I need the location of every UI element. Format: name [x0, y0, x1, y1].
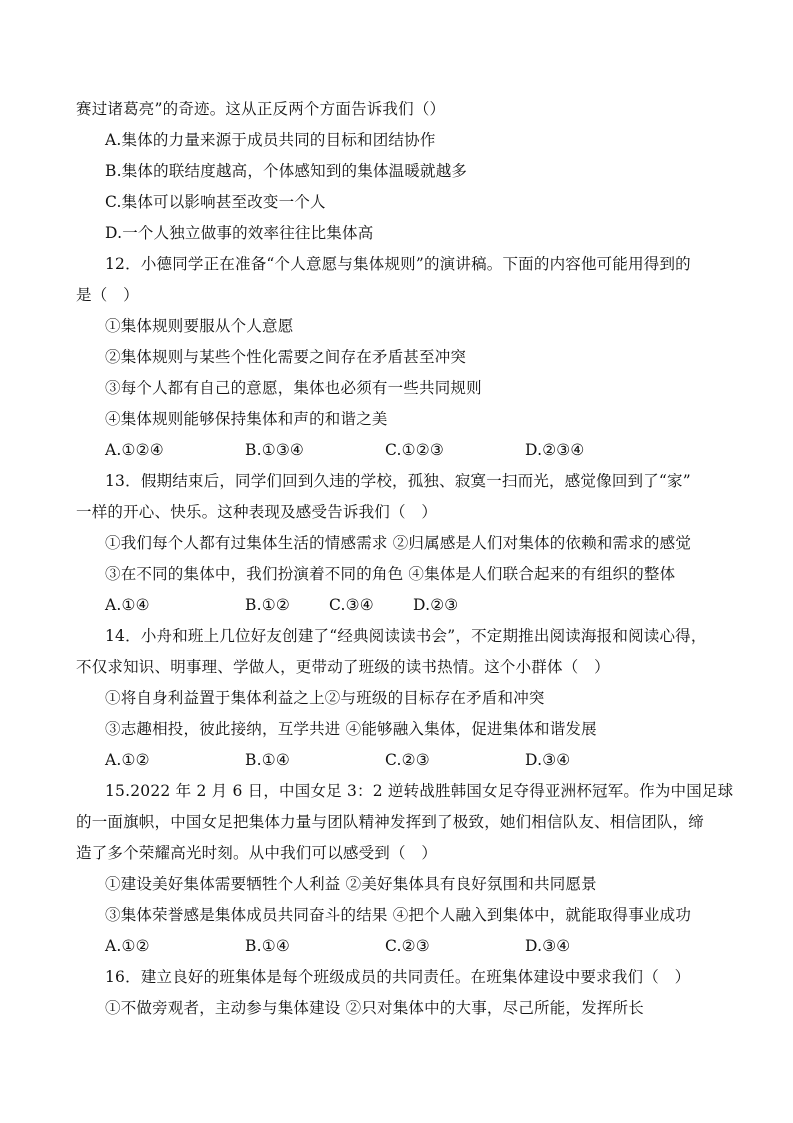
- answer-option: A.①②: [105, 751, 150, 769]
- question-15-continued: 的一面旗帜，中国女足把集体力量与团队精神发挥到了极致，她们相信队友、相信团队，缔: [76, 813, 705, 831]
- answer-option: D.②③: [413, 596, 459, 614]
- question-12: 12．小德同学正在准备“个人意愿与集体规则”的演讲稿。下面的内容他可能用得到的: [105, 255, 691, 273]
- answer-option: C.①②③: [385, 441, 444, 459]
- option-a: A.集体的力量来源于成员共同的目标和团结协作: [105, 131, 436, 149]
- answer-option: A.①②: [105, 937, 150, 955]
- answer-option: B.①④: [245, 937, 290, 955]
- question-16: 16．建立良好的班集体是每个班级成员的共同责任。在班集体建设中要求我们（ ）: [105, 968, 691, 986]
- question-14-continued: 不仅求知识、明事理、学做人，更带动了班级的读书热情。这个小群体（ ）: [76, 658, 610, 676]
- answer-options: [0, 745, 793, 776]
- statement-2: ②集体规则与某些个性化需要之间存在矛盾甚至冲突: [105, 348, 467, 366]
- statement-1-2: ①将自身利益置于集体利益之上②与班级的目标存在矛盾和冲突: [105, 689, 545, 707]
- question-12-continued: 是（ ）: [76, 286, 139, 304]
- answer-option: D.③④: [525, 751, 571, 769]
- answer-option: D.③④: [525, 937, 571, 955]
- statement-1-2: ①我们每个人都有过集体生活的情感需求 ②归属感是人们对集体的依赖和需求的感觉: [105, 534, 692, 552]
- question-15-continued: 造了多个荣耀高光时刻。从中我们可以感受到（ ）: [76, 844, 438, 862]
- question-14: 14．小舟和班上几位好友创建了“经典阅读读书会”，不定期推出阅读海报和阅读心得，: [105, 627, 707, 645]
- statement-3-4: ③在不同的集体中，我们扮演着不同的角色 ④集体是人们联合起来的有组织的整体: [105, 565, 676, 583]
- option-c: C.集体可以影响甚至改变一个人: [105, 193, 326, 211]
- answer-options: [0, 590, 793, 621]
- statement-1-2: ①建设美好集体需要牺牲个人利益 ②美好集体具有良好氛围和共同愿景: [105, 875, 597, 893]
- statement-3: ③每个人都有自己的意愿，集体也必须有一些共同规则: [105, 379, 482, 397]
- answer-option: B.①③④: [245, 441, 305, 459]
- answer-option: B.①②: [245, 596, 290, 614]
- answer-option: A.①②④: [105, 441, 164, 459]
- statement-1: ①集体规则要服从个人意愿: [105, 317, 294, 335]
- answer-option: C.③④: [329, 596, 374, 614]
- answer-option: C.②③: [385, 751, 430, 769]
- option-b: B.集体的联结度越高，个体感知到的集体温暖就越多: [105, 162, 468, 180]
- statement-3-4: ③集体荣誉感是集体成员共同奋斗的结果 ④把个人融入到集体中，就能取得事业成功: [105, 906, 692, 924]
- answer-options: [0, 435, 793, 466]
- text-line: 赛过诸葛亮”的奇迹。这从正反两个方面告诉我们（）: [76, 100, 446, 118]
- answer-options: [0, 931, 793, 962]
- answer-option: D.②③④: [525, 441, 585, 459]
- question-13: 13．假期结束后，同学们回到久违的学校，孤独、寂寞一扫而光，感觉像回到了“家”: [105, 472, 691, 490]
- statement-1-2: ①不做旁观者，主动参与集体建设 ②只对集体中的大事，尽己所能，发挥所长: [105, 999, 644, 1017]
- statement-4: ④集体规则能够保持集体和声的和谐之美: [105, 410, 388, 428]
- answer-option: A.①④: [105, 596, 150, 614]
- question-15: 15.2022 年 2 月 6 日，中国女足 3：2 逆转战胜韩国女足夺得亚洲杯冠军。作为中国足球: [105, 782, 734, 800]
- option-d: D.一个人独立做事的效率往往比集体高: [105, 224, 374, 242]
- answer-option: B.①④: [245, 751, 290, 769]
- statement-3-4: ③志趣相投，彼此接纳，互学共进 ④能够融入集体，促进集体和谐发展: [105, 720, 597, 738]
- question-13-continued: 一样的开心、快乐。这种表现及感受告诉我们（ ）: [76, 503, 438, 521]
- answer-option: C.②③: [385, 937, 430, 955]
